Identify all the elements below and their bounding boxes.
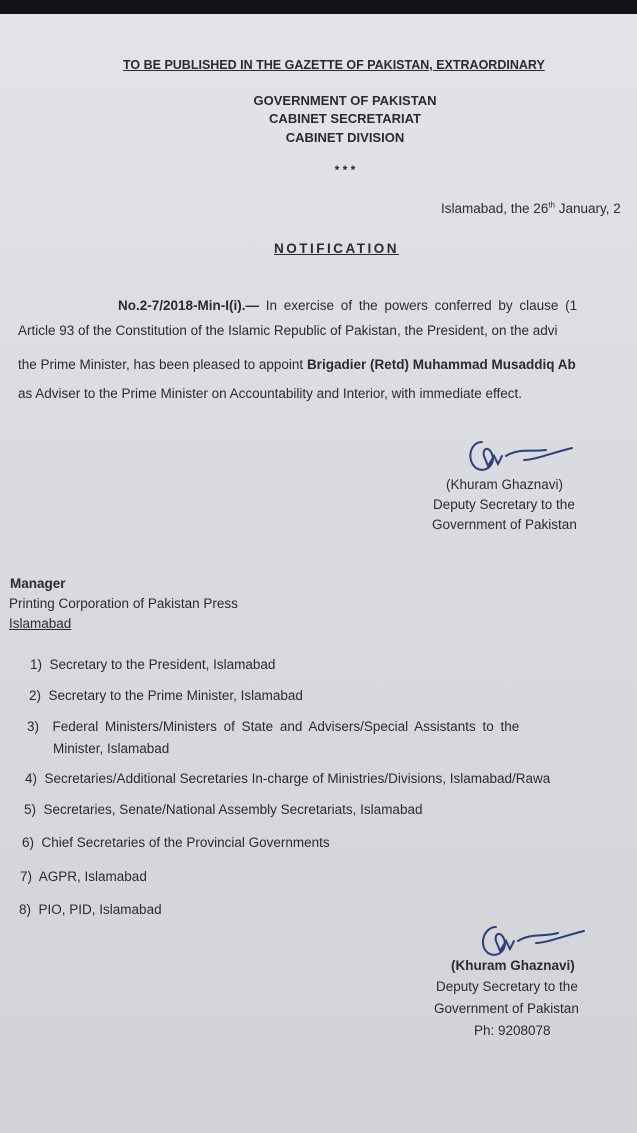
secretariat-heading: CABINET SECRETARIAT — [269, 111, 421, 126]
list-number: 2) — [29, 688, 42, 703]
list-item — [27, 718, 519, 736]
recipient-manager: Manager — [10, 576, 66, 591]
list-item — [22, 834, 330, 852]
list-number: 4) — [25, 771, 38, 786]
gov-heading: GOVERNMENT OF PAKISTAN — [253, 93, 437, 108]
date-suffix: January, 2 — [555, 201, 621, 216]
document-page — [0, 14, 637, 1133]
signatory-2-title-1: Deputy Secretary to the — [436, 979, 578, 994]
list-text: AGPR, Islamabad — [38, 869, 147, 884]
list-number: 1) — [30, 657, 43, 672]
signatory-2-name: (Khuram Ghaznavi) — [451, 958, 575, 973]
date-prefix: Islamabad, the 26 — [441, 201, 549, 216]
list-number: 6) — [22, 835, 35, 850]
stars-separator: * * * — [334, 163, 356, 177]
list-text: PIO, PID, Islamabad — [38, 902, 162, 917]
body-line-1-text: In exercise of the powers conferred by clause (1 — [259, 298, 578, 313]
body-line-1 — [118, 297, 577, 315]
list-number: 8) — [19, 902, 32, 917]
list-item — [19, 901, 162, 919]
division-heading: CABINET DIVISION — [285, 130, 405, 145]
list-number: 7) — [20, 869, 33, 884]
signatory-2-title-2: Government of Pakistan — [434, 1001, 579, 1016]
recipient-organisation: Printing Corporation of Pakistan Press — [9, 596, 238, 611]
recipient-city: Islamabad — [9, 616, 72, 631]
appointee-name: Brigadier (Retd) Muhammad Musaddiq Ab — [306, 357, 576, 372]
list-text: Secretaries/Additional Secretaries In-charge of Ministries/Divisions, Islamabad/Rawa — [44, 771, 551, 786]
signatory-1-name: (Khuram Ghaznavi) — [446, 477, 564, 492]
list-text: Secretary to the President, Islamabad — [49, 657, 276, 672]
list-number: 5) — [24, 802, 37, 817]
list-item — [29, 687, 303, 705]
list-number: 3) — [27, 719, 40, 734]
signatory-1-title-1: Deputy Secretary to the — [433, 497, 575, 512]
date-superscript: th — [548, 200, 555, 210]
reference-number: No.2-7/2018-Min-I(i).— — [118, 298, 260, 313]
signature-1-image — [462, 434, 577, 482]
notification-title: NOTIFICATION — [274, 241, 399, 256]
list-item — [24, 801, 422, 819]
signatory-1-title-2: Government of Pakistan — [432, 517, 577, 532]
gazette-heading: TO BE PUBLISHED IN THE GAZETTE OF PAKISTAN, EXTRAORDINARY — [123, 58, 545, 72]
body-line-3-text: the Prime Minister, has been pleased to appoint — [18, 357, 307, 372]
list-text: Secretaries, Senate/National Assembly Secretariats, Islamabad — [43, 802, 423, 817]
list-text: Secretary to the Prime Minister, Islamabad — [48, 688, 303, 703]
top-dark-edge — [0, 0, 637, 14]
list-item — [30, 656, 275, 674]
date-line — [441, 200, 621, 218]
body-line-2: Article 93 of the Constitution of the Islamic Republic of Pakistan, the President, on the advi — [18, 323, 558, 338]
list-text: Federal Ministers/Ministers of State and Advisers/Special Assistants to the — [52, 719, 520, 734]
body-line-4: as Adviser to the Prime Minister on Accountability and Interior, with immediate effect. — [18, 386, 522, 401]
list-text: Chief Secretaries of the Provincial Governments — [41, 835, 330, 850]
signatory-2-phone: Ph: 9208078 — [474, 1023, 551, 1038]
body-line-3 — [18, 356, 576, 374]
list-item-continuation: Minister, Islamabad — [53, 741, 170, 756]
list-item — [25, 770, 550, 788]
list-item — [20, 868, 147, 886]
